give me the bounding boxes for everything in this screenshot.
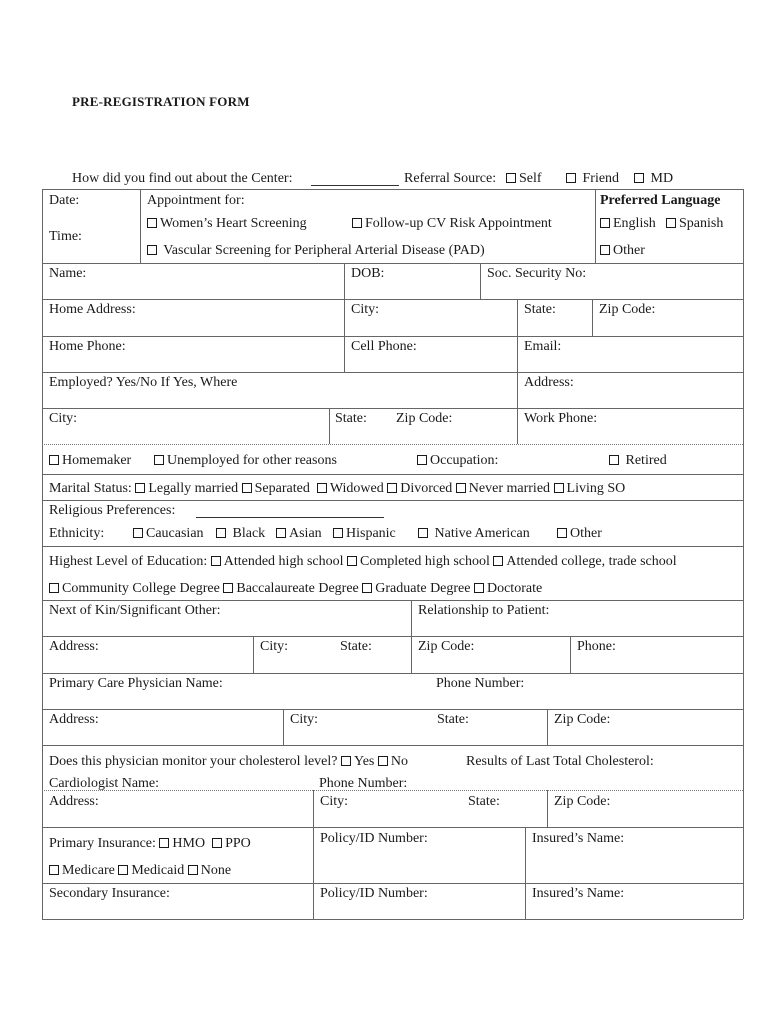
- ssn-field[interactable]: Soc. Security No:: [487, 266, 587, 281]
- referral-md-option[interactable]: MD: [634, 171, 673, 187]
- row-divider: [42, 745, 743, 746]
- col-divider: [592, 299, 593, 336]
- cholesterol-monitor-row: [49, 754, 408, 770]
- checkbox-icon[interactable]: [49, 455, 59, 465]
- marital-option-never-married[interactable]: Never married: [456, 481, 550, 496]
- checkbox-icon[interactable]: [378, 756, 388, 766]
- education-option-completed-high-school[interactable]: Completed high school: [347, 554, 490, 569]
- cardiologist-zip-field[interactable]: Zip Code:: [554, 794, 611, 809]
- cardiologist-name-field[interactable]: Cardiologist Name:: [49, 776, 160, 791]
- ethnicity-option-asian[interactable]: Asian: [276, 526, 322, 542]
- checkbox-icon[interactable]: [554, 483, 564, 493]
- checkbox-icon[interactable]: [242, 483, 252, 493]
- homemaker-option[interactable]: Homemaker: [49, 453, 131, 469]
- col-divider: [595, 189, 596, 263]
- row-divider: [42, 336, 743, 337]
- pcp-phone-field[interactable]: Phone Number:: [436, 676, 525, 691]
- religious-preferences-blank[interactable]: [196, 517, 384, 518]
- marital-option-widowed[interactable]: Widowed: [317, 481, 384, 496]
- ethnicity-option-hispanic[interactable]: Hispanic: [333, 526, 396, 542]
- checkbox-icon[interactable]: [154, 455, 164, 465]
- insurance-none-option[interactable]: None: [188, 863, 231, 878]
- checkbox-icon[interactable]: [417, 455, 427, 465]
- checkbox-icon[interactable]: [317, 483, 327, 493]
- cardiologist-city-field[interactable]: City:: [320, 794, 349, 809]
- checkbox-icon[interactable]: [600, 245, 610, 255]
- ethnicity-option-other[interactable]: Other: [557, 526, 602, 542]
- checkbox-icon[interactable]: [666, 218, 676, 228]
- insurance-ppo-option[interactable]: PPO: [212, 836, 251, 851]
- form-title: PRE-REGISTRATION FORM: [72, 94, 250, 109]
- vascular-option[interactable]: Vascular Screening for Peripheral Arterial Disease (PAD): [147, 243, 485, 259]
- language-other-option[interactable]: Other: [600, 243, 645, 259]
- checkbox-icon[interactable]: [557, 528, 567, 538]
- email-field[interactable]: Email:: [524, 339, 562, 354]
- form-right-border: [743, 189, 744, 919]
- insurance-hmo-option[interactable]: HMO: [159, 836, 205, 851]
- education-option-baccalaureate[interactable]: Baccalaureate Degree: [223, 581, 358, 596]
- occupation-option[interactable]: Occupation:: [417, 453, 498, 469]
- cardiologist-state-field[interactable]: State:: [468, 794, 500, 809]
- primary-insurance-row: [49, 836, 251, 852]
- checkbox-icon[interactable]: [609, 455, 619, 465]
- checkbox-icon[interactable]: [600, 218, 610, 228]
- ethnicity-option-black[interactable]: Black: [216, 526, 265, 542]
- col-divider: [329, 408, 330, 444]
- checkbox-icon[interactable]: [341, 756, 351, 766]
- col-divider: [344, 263, 345, 372]
- checkbox-icon[interactable]: [211, 556, 221, 566]
- marital-option-divorced[interactable]: Divorced: [387, 481, 452, 496]
- secondary-insurance-field[interactable]: Secondary Insurance:: [49, 886, 170, 901]
- checkbox-icon[interactable]: [223, 583, 233, 593]
- row-divider: [42, 673, 743, 674]
- row-divider: [42, 546, 743, 547]
- pcp-city-field[interactable]: City:: [290, 712, 319, 727]
- marital-status-row: [49, 481, 625, 497]
- cholesterol-monitor-label: Does this physician monitor your cholesterol level?: [49, 754, 338, 769]
- checkbox-icon[interactable]: [216, 528, 226, 538]
- employed-field[interactable]: Employed? Yes/No If Yes, Where: [49, 375, 238, 390]
- education-label: Highest Level of Education:: [49, 554, 208, 569]
- pcp-address-field[interactable]: Address:: [49, 712, 99, 727]
- referral-source-label: Referral Source:: [404, 171, 497, 186]
- checkbox-icon[interactable]: [474, 583, 484, 593]
- kin-zip-field[interactable]: Zip Code:: [418, 639, 475, 654]
- primary-insured-name-field[interactable]: Insured’s Name:: [532, 831, 625, 846]
- primary-policy-field[interactable]: Policy/ID Number:: [320, 831, 428, 846]
- spanish-option[interactable]: Spanish: [666, 216, 723, 232]
- col-divider: [313, 790, 314, 919]
- row-divider: [42, 189, 743, 190]
- ethnicity-option-caucasian[interactable]: Caucasian: [133, 526, 204, 542]
- education-option-attended-high-school[interactable]: Attended high school: [211, 554, 344, 569]
- col-divider: [253, 636, 254, 673]
- row-divider: [42, 883, 743, 884]
- marital-status-label: Marital Status:: [49, 481, 132, 496]
- city-field[interactable]: City:: [351, 302, 380, 317]
- marital-option-legally-married[interactable]: Legally married: [135, 481, 238, 496]
- kin-state-field[interactable]: State:: [340, 639, 372, 654]
- cell-phone-field[interactable]: Cell Phone:: [351, 339, 417, 354]
- row-divider-dotted: [42, 444, 743, 445]
- ethnicity-option-native-american[interactable]: Native American: [418, 526, 530, 542]
- kin-address-field[interactable]: Address:: [49, 639, 99, 654]
- insurance-medicaid-option[interactable]: Medicaid: [118, 863, 184, 878]
- checkbox-icon[interactable]: [188, 865, 198, 875]
- kin-phone-field[interactable]: Phone:: [577, 639, 616, 654]
- row-divider: [42, 600, 743, 601]
- pcp-zip-field[interactable]: Zip Code:: [554, 712, 611, 727]
- row-divider: [42, 709, 743, 710]
- checkbox-icon[interactable]: [506, 173, 516, 183]
- appointment-for-label: Appointment for:: [147, 193, 245, 208]
- work-phone-field[interactable]: Work Phone:: [524, 411, 598, 426]
- relationship-field[interactable]: Relationship to Patient:: [418, 603, 550, 618]
- cardiologist-phone-field[interactable]: Phone Number:: [319, 776, 408, 791]
- followup-option[interactable]: Follow-up CV Risk Appointment: [352, 216, 552, 232]
- col-divider: [547, 709, 548, 745]
- marital-option-separated[interactable]: Separated: [242, 481, 310, 496]
- zip-field[interactable]: Zip Code:: [599, 302, 656, 317]
- marital-option-living-so[interactable]: Living SO: [554, 481, 626, 496]
- education-option-graduate[interactable]: Graduate Degree: [362, 581, 470, 596]
- religious-preferences-label: Religious Preferences:: [49, 503, 176, 518]
- col-divider: [525, 827, 526, 919]
- col-divider: [517, 408, 518, 444]
- checkbox-icon[interactable]: [49, 865, 59, 875]
- checkbox-icon[interactable]: [147, 218, 157, 228]
- employer-zip-field[interactable]: Zip Code:: [396, 411, 453, 426]
- english-option[interactable]: English: [600, 216, 656, 232]
- cardiologist-address-field[interactable]: Address:: [49, 794, 99, 809]
- find-out-label: How did you find out about the Center:: [72, 171, 293, 186]
- education-option-attended-college[interactable]: Attended college, trade school: [493, 554, 676, 569]
- education-row-2: [49, 581, 542, 597]
- pcp-name-field[interactable]: Primary Care Physician Name:: [49, 676, 223, 691]
- checkbox-icon[interactable]: [212, 838, 222, 848]
- name-field[interactable]: Name:: [49, 266, 87, 281]
- monitor-no-option[interactable]: No: [378, 754, 408, 769]
- secondary-policy-field[interactable]: Policy/ID Number:: [320, 886, 428, 901]
- insurance-medicare-option[interactable]: Medicare: [49, 863, 115, 878]
- next-of-kin-field[interactable]: Next of Kin/Significant Other:: [49, 603, 221, 618]
- employer-state-field[interactable]: State:: [335, 411, 367, 426]
- col-divider: [283, 709, 284, 745]
- education-option-doctorate[interactable]: Doctorate: [474, 581, 542, 596]
- col-divider: [480, 263, 481, 299]
- education-row-1: [49, 554, 677, 570]
- state-field[interactable]: State:: [524, 302, 556, 317]
- row-divider: [42, 474, 743, 475]
- date-label[interactable]: Date:: [49, 193, 80, 208]
- checkbox-icon[interactable]: [133, 528, 143, 538]
- row-divider: [42, 408, 743, 409]
- time-label[interactable]: Time:: [49, 229, 82, 244]
- row-divider: [42, 919, 743, 920]
- cholesterol-results-field[interactable]: Results of Last Total Cholesterol:: [466, 754, 654, 769]
- insurance-type-row: [49, 863, 231, 879]
- checkbox-icon[interactable]: [49, 583, 59, 593]
- checkbox-icon[interactable]: [347, 556, 357, 566]
- row-divider: [42, 372, 743, 373]
- referral-self-option[interactable]: Self: [506, 171, 542, 187]
- dob-field[interactable]: DOB:: [351, 266, 385, 281]
- row-divider: [42, 827, 743, 828]
- row-divider: [42, 299, 743, 300]
- unemployed-option[interactable]: Unemployed for other reasons: [154, 453, 337, 469]
- monitor-yes-option[interactable]: Yes: [341, 754, 374, 769]
- education-option-community-college[interactable]: Community College Degree: [49, 581, 220, 596]
- checkbox-icon[interactable]: [566, 173, 576, 183]
- checkbox-icon[interactable]: [493, 556, 503, 566]
- col-divider: [570, 636, 571, 673]
- checkbox-icon[interactable]: [135, 483, 145, 493]
- checkbox-icon[interactable]: [118, 865, 128, 875]
- row-divider: [42, 636, 743, 637]
- home-address-field[interactable]: Home Address:: [49, 302, 136, 317]
- referral-friend-option[interactable]: Friend: [566, 171, 619, 187]
- ethnicity-label: Ethnicity:: [49, 526, 105, 541]
- retired-option[interactable]: Retired: [609, 453, 667, 469]
- col-divider: [517, 299, 518, 408]
- row-divider: [42, 500, 743, 501]
- checkbox-icon[interactable]: [352, 218, 362, 228]
- checkbox-icon[interactable]: [456, 483, 466, 493]
- pcp-state-field[interactable]: State:: [437, 712, 469, 727]
- kin-city-field[interactable]: City:: [260, 639, 289, 654]
- checkbox-icon[interactable]: [147, 245, 157, 255]
- employer-city-field[interactable]: City:: [49, 411, 78, 426]
- checkbox-icon[interactable]: [634, 173, 644, 183]
- row-divider: [42, 263, 743, 264]
- checkbox-icon[interactable]: [276, 528, 286, 538]
- checkbox-icon[interactable]: [362, 583, 372, 593]
- checkbox-icon[interactable]: [159, 838, 169, 848]
- home-phone-field[interactable]: Home Phone:: [49, 339, 126, 354]
- womens-heart-option[interactable]: Women’s Heart Screening: [147, 216, 307, 232]
- secondary-insured-name-field[interactable]: Insured’s Name:: [532, 886, 625, 901]
- checkbox-icon[interactable]: [333, 528, 343, 538]
- checkbox-icon[interactable]: [418, 528, 428, 538]
- col-divider: [547, 790, 548, 827]
- checkbox-icon[interactable]: [387, 483, 397, 493]
- find-out-blank[interactable]: [311, 185, 399, 186]
- employer-address-field[interactable]: Address:: [524, 375, 574, 390]
- primary-insurance-label: Primary Insurance:: [49, 836, 156, 851]
- preferred-language-header: Preferred Language: [600, 193, 721, 208]
- col-divider: [411, 600, 412, 673]
- col-divider: [140, 189, 141, 263]
